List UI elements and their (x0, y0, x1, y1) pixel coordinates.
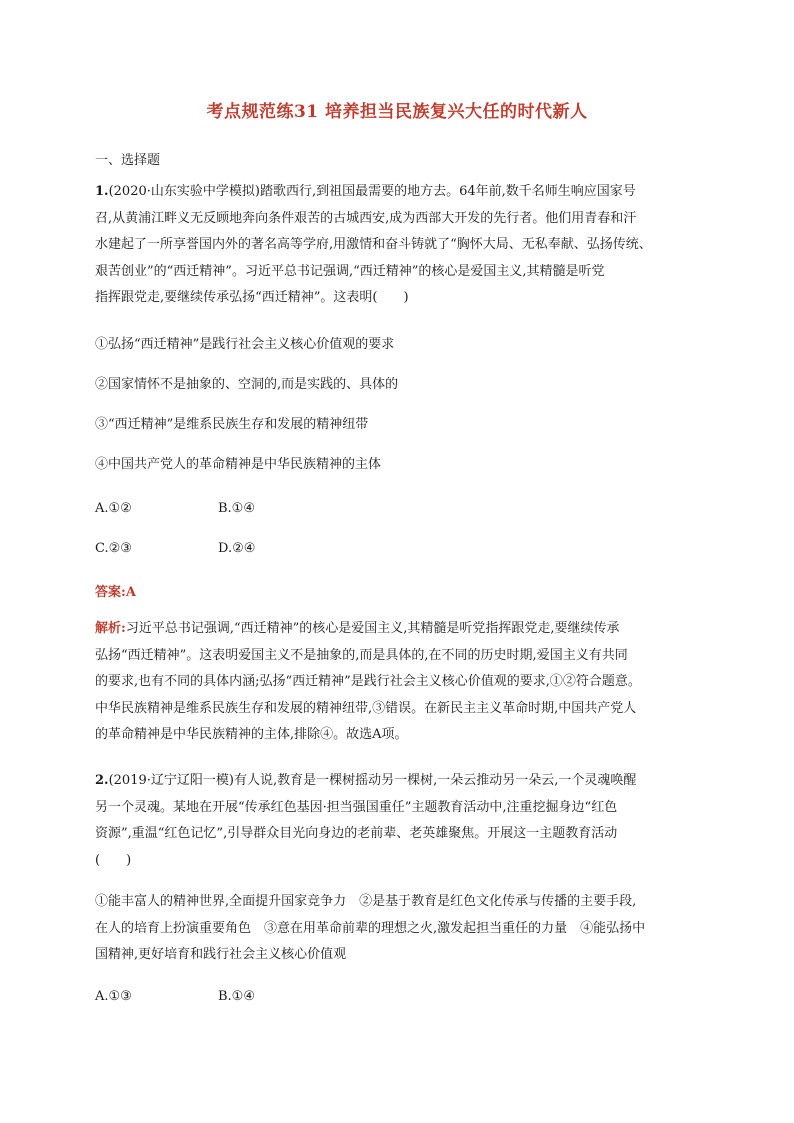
question-number: 1. (95, 184, 109, 199)
statement-2: ②国家情怀不是抽象的、空洞的,而是实践的、具体的 (95, 377, 399, 392)
option-c: C.②③ (95, 541, 132, 556)
question-1-stem (95, 179, 705, 312)
statement-4: ④中国共产党人的革命精神是中华民族精神的主体 (95, 457, 382, 472)
answer-label: 答案: (95, 585, 126, 600)
question-1-line: 1.(2020·山东实验中学模拟)踏歌西行,到祖国最需要的地方去。64年前,数千名师生响应国家号 (95, 184, 636, 199)
analysis-line: 的革命精神是中华民族精神的主体,排除④。故选A项。 (95, 727, 408, 742)
statement-line: ①能丰富人的精神世界,全面提升国家竞争力 ②是基于教育是红色文化传承与传播的主要手段, (95, 894, 637, 909)
statement-1: ①弘扬“西迁精神”是践行社会主义核心价值观的要求 (95, 337, 395, 352)
answer (95, 581, 136, 600)
option-d: D.②④ (218, 541, 256, 556)
analysis-label: 解析: (95, 621, 126, 636)
question-2-line: 资源”,重温“红色记忆”,引导群众目光向身边的老前辈、老英雄聚焦。开展这一主题教育活动 (95, 826, 618, 841)
question-2-line: 2.(2019·辽宁辽阳一模)有人说,教育是一棵树摇动另一棵树,一朵云推动另一朵云,一个灵魂唤醒 (95, 773, 637, 788)
question-1-line: 指挥跟党走,要继续传承弘扬“西迁精神”。这表明( ) (95, 290, 409, 305)
question-2-statements (95, 889, 705, 969)
option-a: A.①② (95, 501, 132, 516)
option-b: B.①④ (218, 989, 255, 1004)
question-1-line: 艰苦创业”的“西迁精神”。习近平总书记强调,“西迁精神”的核心是爱国主义,其精髓是听党 (95, 263, 605, 279)
option-a: A.①③ (95, 989, 132, 1004)
question-2-stem (95, 768, 705, 874)
answer-value: A (125, 585, 136, 600)
option-b: B.①④ (218, 501, 255, 516)
statement-line: 国精神,更好培育和践行社会主义核心价值观 (95, 947, 347, 962)
page-title: 考点规范练31 培养担当民族复兴大任的时代新人 (206, 102, 588, 122)
statement-3: ③“西迁精神”是维系民族生存和发展的精神纽带 (95, 417, 369, 432)
analysis-line: 的要求,也有不同的具体内涵;弘扬“西迁精神”是践行社会主义核心价值观的要求,①②符合题意。 (95, 674, 641, 689)
question-2-line: ( ) (95, 852, 132, 868)
analysis-line: 弘扬“西迁精神”。这表明爱国主义不是抽象的,而是具体的,在不同的历史时期,爱国主义有共同 (95, 647, 628, 663)
analysis-line: 解析:习近平总书记强调,“西迁精神”的核心是爱国主义,其精髓是听党指挥跟党走,要继续传承 (95, 621, 620, 636)
statement-line: 在人的培育上扮演重要角色 ③意在用革命前辈的理想之火,激发起担当重任的力量 ④能弘扬中 (95, 920, 646, 936)
question-2-line: 另一个灵魂。某地在开展“传承红色基因·担当强国重任”主题教育活动中,注重挖掘身边“红色 (95, 799, 618, 815)
question-number: 2. (95, 773, 109, 788)
question-1-line: 召,从黄浦江畔义无反顾地奔向条件艰苦的古城西安,成为西部大开发的先行者。他们用青春和汗 (95, 210, 637, 226)
question-1-line: 水建起了一所享誉国内外的著名高等学府,用激情和奋斗铸就了“胸怀大局、无私奉献、弘扬传统、 (95, 237, 652, 252)
analysis (95, 616, 705, 749)
analysis-line: 中华民族精神是维系民族生存和发展的精神纽带,③错误。在新民主主义革命时期,中国共产党人 (95, 700, 637, 716)
section-heading: 一、选择题 (95, 153, 161, 168)
